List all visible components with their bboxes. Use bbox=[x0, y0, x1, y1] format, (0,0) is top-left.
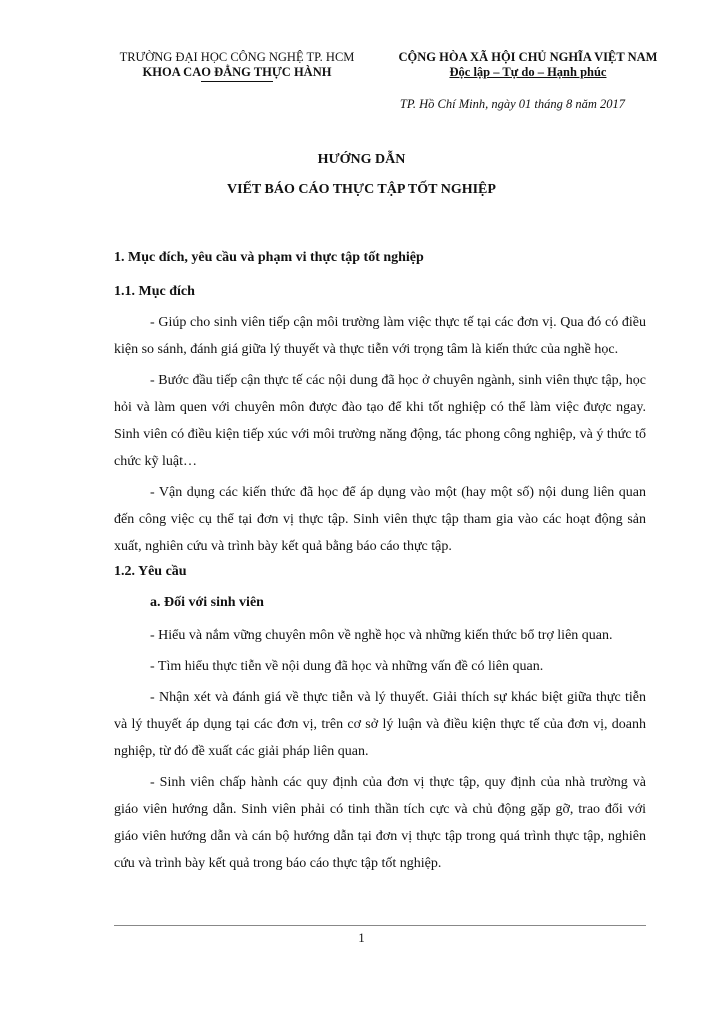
paragraph: - Tìm hiểu thực tiễn về nội dung đã học và những vấn đề có liên quan. bbox=[150, 659, 544, 674]
paragraph: - Vận dụng các kiến thức đã học để áp dụng vào một (hay một số) nội dung liên quan đến công việc cụ thể tại đơn vị thực tập. Sinh viên thực tập tham gia vào các hoạt động sản xuất, nghiên cứu và trình bày kết quả bằng báo cáo thực tập. bbox=[114, 485, 646, 554]
sub-heading-students: a. Đối với sinh viên bbox=[150, 595, 264, 610]
paragraph: - Nhận xét và đánh giá về thực tiễn và lý thuyết. Giải thích sự khác biệt giữa thực tiễn và lý thuyết áp dụng tại các đơn vị, trên cơ sở lý luận và điều kiện thực tế của đơn vị, doanh nghiệp, từ đó đề xuất các giải pháp liên quan. bbox=[114, 690, 646, 759]
university-name: TRƯỜNG ĐẠI HỌC CÔNG NGHỆ TP. HCM bbox=[119, 50, 355, 64]
header-left bbox=[97, 50, 377, 82]
document-title: HƯỚNG DẪN bbox=[317, 152, 406, 167]
paragraph: - Hiểu và nắm vững chuyên môn về nghề học và những kiến thức bổ trợ liên quan. bbox=[150, 628, 613, 643]
paragraph: - Sinh viên chấp hành các quy định của đơn vị thực tập, quy định của nhà trường và giáo viên hướng dẫn. Sinh viên phải có tinh thần tích cực và chủ động gặp gỡ, trao đổi với giáo viên hướng dẫn và cán bộ hướng dẫn tại đơn vị thực tập trong quá trình thực tập, nghiên cứu và trình bày kết quả trong báo cáo thực tập tốt nghiệp. bbox=[114, 775, 646, 871]
paragraph: - Giúp cho sinh viên tiếp cận môi trường làm việc thực tế tại các đơn vị. Qua đó có điều kiện so sánh, đánh giá giữa lý thuyết và thực tiễn với trọng tâm là kiến thức của nghề học. bbox=[114, 315, 646, 357]
footer-rule bbox=[114, 925, 646, 926]
subsection-heading-1-1: 1.1. Mục đích bbox=[114, 284, 195, 299]
motto: Độc lập – Tự do – Hạnh phúc bbox=[449, 65, 607, 79]
subsection-heading-1-2: 1.2. Yêu cầu bbox=[114, 564, 187, 579]
header-right bbox=[378, 50, 678, 80]
motto-line bbox=[378, 65, 678, 80]
paragraph: - Bước đầu tiếp cận thực tế các nội dung đã học ở chuyên ngành, sinh viên thực tập, học hỏi và làm quen với chuyên môn được đào tạo để khi tốt nghiệp có thể làm việc được ngay. Sinh viên có điều kiện tiếp xúc với môi trường năng động, tác phong công nghiệp, và ý thức tổ chức kỹ luật… bbox=[114, 373, 646, 469]
section-heading-1: 1. Mục đích, yêu cầu và phạm vi thực tập tốt nghiệp bbox=[114, 250, 424, 265]
nation-name: CỘNG HÒA XÃ HỘI CHỦ NGHĨA VIỆT NAM bbox=[398, 50, 658, 64]
document-date: TP. Hồ Chí Minh, ngày 01 tháng 8 năm 2017 bbox=[399, 97, 625, 111]
header-left-rule bbox=[201, 81, 273, 82]
document-subtitle: VIẾT BÁO CÁO THỰC TẬP TỐT NGHIỆP bbox=[227, 182, 496, 197]
faculty-name: KHOA CAO ĐẲNG THỰC HÀNH bbox=[142, 65, 332, 79]
document-body bbox=[114, 250, 646, 881]
page-number: 1 bbox=[358, 930, 365, 945]
